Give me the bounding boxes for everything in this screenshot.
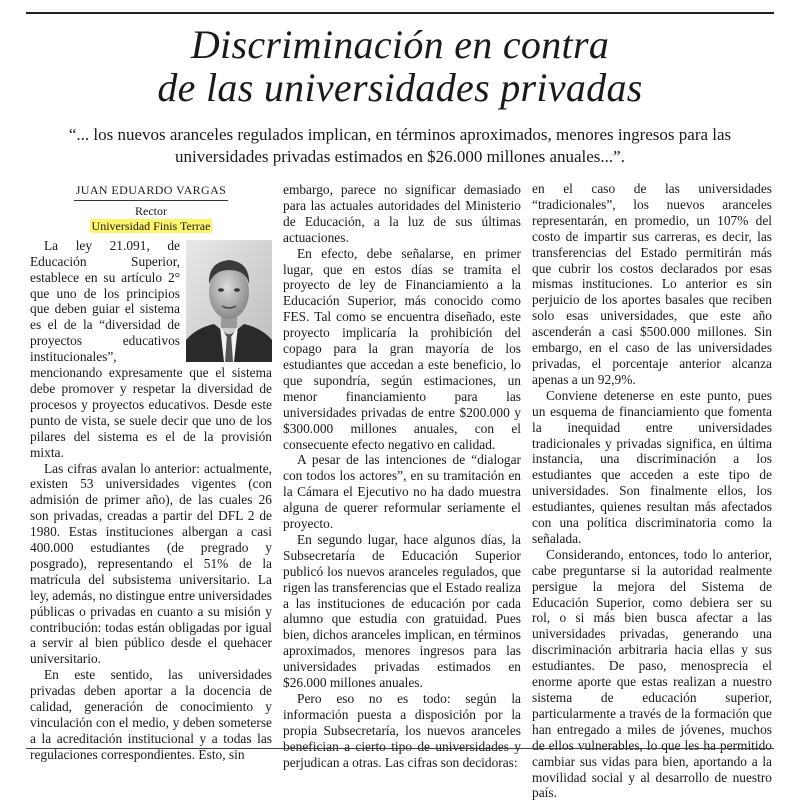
paragraph: En segundo lugar, hace algunos días, la Subsecretaría de Educación Superior publicó los nuevos aranceles regulados, que rigen las transferencias que el Estado realiza a las instituciones de educación por cada alumno que estudia con gratuidad. Pues bien, dichos aranceles implican, en términos aproximados, menores ingresos para las universidades privadas estimados en $26.000 millones anuales. [283, 531, 521, 691]
paragraph: en el caso de las universidades “tradicionales”, los nuevos aranceles representarán, en promedio, un 107% del costo de impartir sus carreras, es decir, las transferencias del Estado permitirán más que cubrir los costos declarados por esas mismas instituciones. Lo anterior es sin perjuicio de los aportes basales que reciben solo esas universidades, que este año ascenderán a casi $500.000 millones. Sin embargo, en el caso de las universidades privadas, el porcentaje anterior alcanza apenas a un 92,9%. [532, 181, 772, 387]
top-rule [26, 12, 774, 14]
paragraph: Pero eso no es todo: según la información puesta a disposición por la propia Subsecretaría, los nuevos aranceles benefician a cierto tipo de universidades y perjudican a otras. Las cifras son decidoras: [283, 691, 521, 770]
byline [30, 182, 272, 234]
paragraph: La ley 21.091, de Educación Superior, establece en su artículo 2° que uno de los principios que deben guiar el sistema es el de la “diversidad de proyectos educativos institucionales”, mencionando expresamente que el sistema debe promover y respetar la diversidad de procesos y proyectos educativos. Desde este punto de vista, se suele decir que uno de los pilares del sistema es el de la provisión mixta. [30, 237, 272, 460]
author-portrait-icon [186, 240, 272, 362]
headline-line-2: de las universidades privadas [157, 65, 643, 110]
paragraph: Considerando, entonces, todo lo anterior, cabe preguntarse si la autoridad realmente persigue la mejora del Sistema de Educación Superior, como debiera ser su rol, o si más bien busca afectar a las universidades privadas, generando una discriminación arbitraria hacia ellas y sus estudiantes. De paso, menosprecia el enorme aporte que estas realizan a nuestro sistema de educación superior, particularmente a través de la formación que han entregado a miles de jóvenes, muchos de ellos vulnerables, lo que les ha permitido cambiar sus vidas para bien, aportando a la movilidad social y al desarrollo de nuestro país. [532, 546, 772, 801]
pull-quote: “... los nuevos aranceles regulados implican, en términos aproximados, menores ingresos para las universidades privadas estimados en $26.000 millones anuales...”. [68, 125, 732, 166]
headline-line-1: Discriminación en contra [190, 22, 610, 67]
author-role: Rector [135, 203, 167, 218]
paragraph: Conviene detenerse en este punto, pues un esquema de financiamiento que fomenta la inequidad entre universidades tradicionales y privadas significa, en última instancia, una discriminación a los estudiantes que acceden a este tipo de universidades. Son finalmente ellos, los estudiantes, quienes resultan más afectados con una política discriminatoria como la señalada. [532, 387, 772, 546]
paragraph: embargo, parece no significar demasiado para las actuales autoridades del Ministerio de Educación, a la luz de sus últimas actuaciones. [283, 182, 521, 245]
article-column-1 [30, 182, 272, 763]
bottom-rule [26, 748, 774, 749]
author-name: JUAN EDUARDO VARGAS [74, 183, 229, 201]
author-institution: Universidad Finis Terrae [91, 218, 211, 233]
article-column-2 [283, 182, 521, 771]
paragraph: A pesar de las intenciones de “dialogar con todos los actores”, en su tramitación en la Cámara el Ejecutivo no ha dado muestra alguna de querer reformular seriamente el proyecto. [283, 452, 521, 532]
paragraph: En este sentido, las universidades privadas deben aportar a la docencia de calidad, generación de conocimiento y vinculación con el medio, y deben someterse a la acreditación institucional y a todas las regulaciones correspondientes. Esto, sin [30, 667, 272, 762]
paragraph: En efecto, debe señalarse, en primer lugar, que en estos días se tramita el proyecto de ley de Financiamiento a la Educación Superior, más conocido como FES. Tal como se encuentra diseñado, este proyecto implicaría la prohibición del copago para la gran mayoría de los estudiantes que accedan a este beneficio, lo que supondría, según estimaciones, un menor financiamiento para las universidades privadas de entre $200.000 y $300.000 millones anuales, con el consecuente efecto negativo en calidad. [283, 245, 521, 452]
article-column-3 [532, 181, 772, 801]
paragraph: Las cifras avalan lo anterior: actualmente, existen 53 universidades vigentes (con admisión de primer año), de las cuales 26 son privadas, creadas a partir del DFL 2 de 1980. Estas instituciones albergan a casi 400.000 estudiantes (de pregrado y posgrado), representando el 51% de la matrícula del subsistema universitario. La ley, además, no distingue entre universidades públicas o privadas en cuanto a su misión y contribución: todas están obligadas por igual a servir al bien público desde el quehacer universitario. [30, 460, 272, 667]
